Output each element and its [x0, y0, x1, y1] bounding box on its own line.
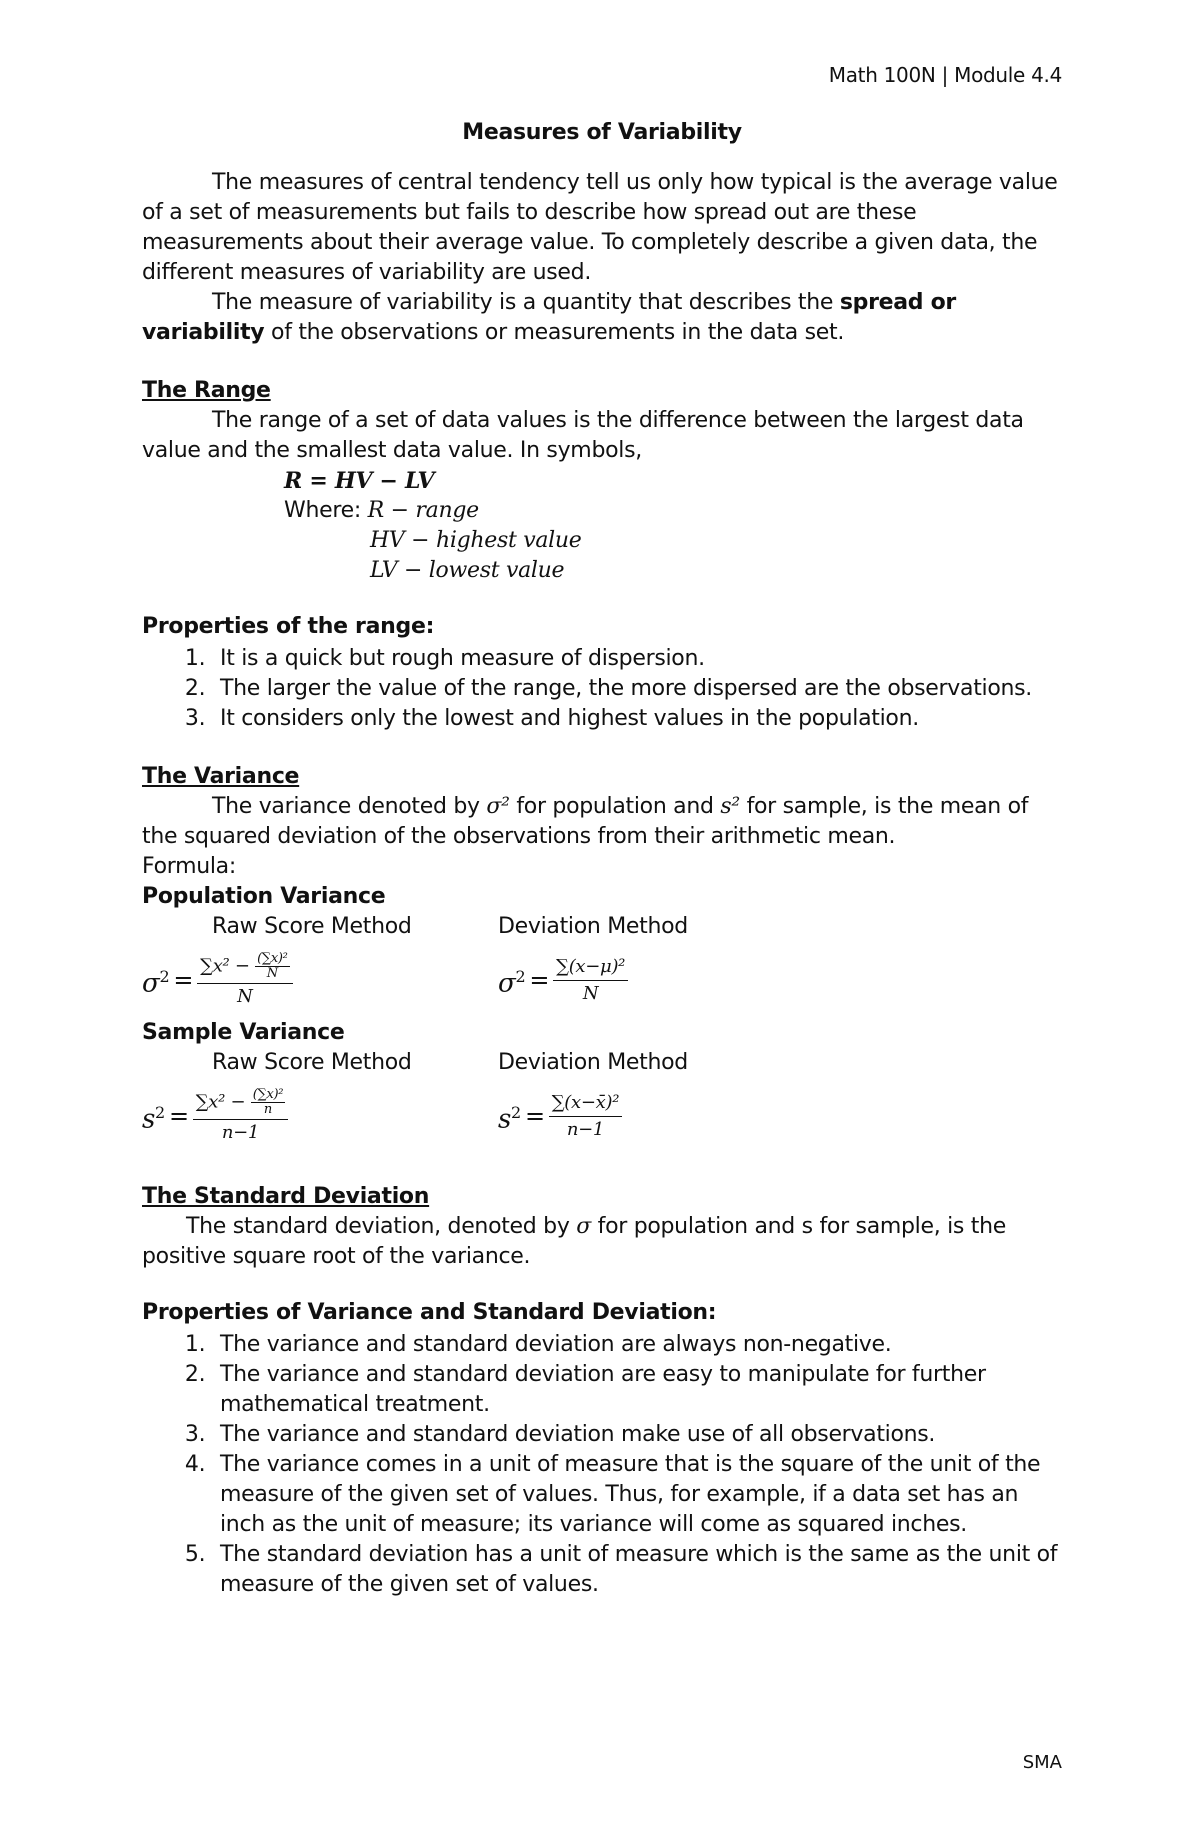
sigma-symbol: σ	[576, 1214, 591, 1239]
formula-label: Formula:	[142, 854, 236, 879]
list-item: 5. The standard deviation has a unit of measure which is the same as the unit of measure of the given set of values.	[212, 1540, 1062, 1600]
fraction-numerator	[193, 1088, 288, 1120]
inner-fraction	[255, 952, 289, 981]
where-2: HV − highest value	[370, 528, 582, 553]
lhs-exponent: 2	[515, 966, 526, 986]
lhs-symbol: s	[142, 1104, 156, 1135]
deviation-label: Deviation Method	[498, 1050, 688, 1075]
lhs-symbol: s	[498, 1104, 512, 1135]
inner-numerator: (∑x)²	[252, 1087, 284, 1102]
fraction-numerator	[197, 952, 292, 984]
inner-denominator: n	[263, 1102, 272, 1117]
fraction-denominator: n−1	[566, 1118, 605, 1140]
equals-sign: =	[168, 1102, 189, 1130]
lhs-exponent: 2	[159, 966, 170, 986]
deviation-label: Deviation Method	[498, 914, 688, 939]
equals-sign: =	[173, 966, 194, 994]
samp-raw-lhs	[142, 1098, 165, 1135]
var-sd-properties-list	[142, 1330, 1062, 1600]
lhs-exponent: 2	[511, 1102, 521, 1122]
pop-raw-fraction	[197, 952, 292, 1008]
range-text: The range of a set of data values is the difference between the largest data value and the smallest data value. In symbols,	[142, 408, 1024, 463]
variance-text-1: The variance denoted by	[212, 794, 487, 819]
pop-dev-fraction	[553, 956, 628, 1005]
range-properties-list	[142, 644, 1062, 734]
intro-paragraph-1: The measures of central tendency tell us only how typical is the average value of a set of measurements but fails to describe how spread out are these measurements about their average value. To completely describe a given data, the different measures of variability are used.	[142, 170, 1058, 285]
range-heading: The Range	[142, 378, 271, 403]
where-3: LV − lowest value	[370, 558, 565, 583]
inner-numerator: (∑x)²	[257, 951, 288, 966]
raw-score-label: Raw Score Method	[212, 1050, 412, 1075]
pop-dev-formula	[498, 942, 854, 1018]
population-variance-heading: Population Variance	[142, 884, 386, 909]
samp-dev-fraction	[549, 1092, 622, 1141]
std-dev-text	[142, 1212, 1062, 1272]
list-item: 3. It considers only the lowest and highest values in the population.	[212, 704, 1062, 734]
variance-text	[142, 792, 1062, 852]
sample-variance-heading: Sample Variance	[142, 1020, 345, 1045]
pop-dev-lhs	[498, 962, 525, 999]
std-dev-text-1: The standard deviation, denoted by	[186, 1214, 577, 1239]
std-dev-heading: The Standard Deviation	[142, 1184, 430, 1209]
std-dev-text-2: for population and s for sample, is the positive square root of the variance.	[142, 1214, 1006, 1269]
samp-raw-formula	[142, 1078, 498, 1154]
var-sd-properties-heading: Properties of Variance and Standard Deviation:	[142, 1300, 717, 1325]
variance-text-2: for population and	[509, 794, 721, 819]
intro-p2-post: of the observations or measurements in the data set.	[264, 320, 845, 345]
list-item: 2. The larger the value of the range, the more dispersed are the observations.	[212, 674, 1062, 704]
samp-dev-lhs	[498, 1098, 521, 1135]
inner-denominator: N	[266, 966, 278, 981]
fraction-denominator: N	[237, 986, 253, 1007]
fraction-denominator: N	[582, 982, 599, 1004]
range-where-1-row	[284, 496, 1062, 526]
range-properties-heading: Properties of the range:	[142, 614, 435, 639]
list-item: 3. The variance and standard deviation make use of all observations.	[212, 1420, 1062, 1450]
inner-fraction	[251, 1088, 285, 1117]
page-title: Measures of Variability	[462, 120, 742, 145]
list-item: 1. The variance and standard deviation are always non-negative.	[212, 1330, 1062, 1360]
list-item: 1. It is a quick but rough measure of dispersion.	[212, 644, 1062, 674]
equals-sign: =	[524, 1102, 545, 1130]
range-formula-block	[284, 466, 1062, 586]
document-page	[142, 60, 1062, 1600]
sigma-squared-symbol: σ²	[486, 794, 510, 819]
samp-raw-column	[142, 1048, 498, 1154]
numerator-term: ∑x² −	[200, 955, 250, 977]
raw-score-label: Raw Score Method	[212, 914, 412, 939]
range-formula: R = HV − LV	[284, 468, 435, 494]
pop-raw-column	[142, 912, 498, 1018]
numerator-term: ∑x² −	[195, 1091, 246, 1113]
lhs-symbol: σ	[142, 968, 160, 999]
lhs-symbol: σ	[498, 968, 516, 999]
samp-raw-fraction	[193, 1088, 288, 1144]
list-item: 2. The variance and standard deviation are easy to manipulate for further mathematical treatment.	[212, 1360, 1062, 1420]
pop-raw-lhs	[142, 962, 169, 999]
samp-dev-formula	[498, 1078, 854, 1154]
sample-variance-formulas	[142, 1048, 1062, 1154]
list-item: 4. The variance comes in a unit of measure that is the square of the unit of the measure of the given set of values. Thus, for example, if a data set has an inch as the unit of measure; its variance will come as squared inches.	[212, 1450, 1062, 1540]
lhs-exponent: 2	[155, 1102, 165, 1122]
where-1: R − range	[367, 498, 479, 523]
variance-heading: The Variance	[142, 764, 300, 789]
fraction-numerator: ∑(x−x̄)²	[549, 1092, 622, 1117]
pop-dev-column	[498, 912, 854, 1018]
pop-raw-formula	[142, 942, 498, 1018]
intro-p2-bold: spread or variability	[142, 290, 956, 345]
fraction-denominator: n−1	[221, 1122, 260, 1143]
variance-text-3: for sample, is the mean of the squared deviation of the observations from their arithmetic mean.	[142, 794, 1029, 849]
population-variance-formulas	[142, 912, 1062, 1018]
intro-p2-pre: The measure of variability is a quantity that describes the	[212, 290, 840, 315]
s-squared-symbol: s²	[720, 794, 740, 819]
page-header: Math 100N | Module 4.4	[828, 63, 1062, 87]
where-label: Where:	[284, 498, 368, 523]
samp-dev-column	[498, 1048, 854, 1154]
equals-sign: =	[529, 966, 550, 994]
page-footer-initials: SMA	[1022, 1752, 1062, 1773]
intro-paragraph-2	[142, 288, 1062, 348]
fraction-numerator: ∑(x−μ)²	[553, 956, 628, 981]
